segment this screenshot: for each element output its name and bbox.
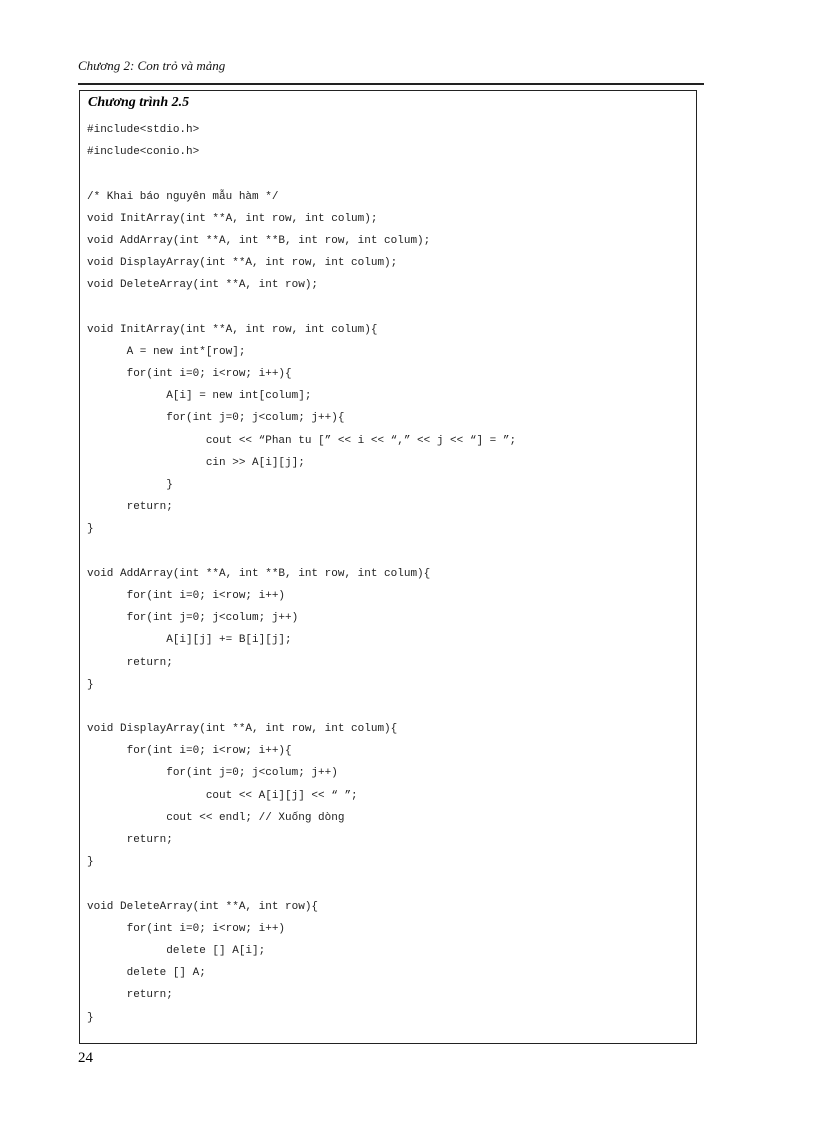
code-line: } bbox=[87, 856, 94, 869]
code-block bbox=[87, 119, 516, 1029]
code-line: for(int j=0; j<colum; j++){ bbox=[87, 412, 345, 425]
code-line: /* Khai báo nguyên mẫu hàm */ bbox=[87, 190, 279, 203]
code-line: for(int i=0; i<row; i++) bbox=[87, 589, 286, 602]
code-line: } bbox=[87, 479, 173, 491]
program-title: Chương trình 2.5 bbox=[88, 95, 190, 110]
code-line: return; bbox=[87, 834, 173, 846]
code-line: void DeleteArray(int **A, int row){ bbox=[87, 900, 319, 913]
code-line bbox=[87, 541, 516, 563]
code-line: A[i][j] += B[i][j]; bbox=[87, 634, 292, 647]
page-number: 24 bbox=[78, 1050, 93, 1066]
code-line: delete [] A; bbox=[87, 967, 206, 980]
header-rule bbox=[78, 83, 704, 85]
code-line bbox=[87, 297, 516, 319]
code-line: return; bbox=[87, 656, 173, 669]
code-line: void InitArray(int **A, int row, int colum){ bbox=[87, 323, 378, 336]
code-line: void AddArray(int **A, int **B, int row, int colum){ bbox=[87, 567, 431, 580]
code-line: void DeleteArray(int **A, int row); bbox=[87, 279, 319, 292]
code-line: #include<conio.h> bbox=[87, 146, 200, 159]
code-line: for(int i=0; i<row; i++){ bbox=[87, 368, 292, 381]
code-line: delete [] A[i]; bbox=[87, 944, 266, 957]
code-line: return; bbox=[87, 501, 173, 514]
code-line: } bbox=[87, 1011, 94, 1024]
code-line: for(int j=0; j<colum; j++) bbox=[87, 612, 299, 625]
code-line: for(int i=0; i<row; i++){ bbox=[87, 745, 292, 758]
code-line: cout << A[i][j] << “ ”; bbox=[87, 789, 358, 802]
code-line: void DisplayArray(int **A, int row, int colum){ bbox=[87, 723, 398, 736]
code-line bbox=[87, 163, 516, 185]
code-line bbox=[87, 696, 516, 718]
code-line: return; bbox=[87, 989, 173, 1002]
code-line: for(int i=0; i<row; i++) bbox=[87, 922, 286, 935]
code-line: void InitArray(int **A, int row, int colum); bbox=[87, 212, 378, 225]
code-line: cout << “Phan tu [” << i << “,” << j << “] = ”; bbox=[87, 434, 517, 447]
code-line: A[i] = new int[colum]; bbox=[87, 390, 312, 403]
program-box bbox=[79, 90, 697, 1044]
code-line: cout << endl; // Xuống dòng bbox=[87, 811, 345, 824]
chapter-header: Chương 2: Con trỏ và mảng bbox=[78, 58, 226, 73]
code-line: #include<stdio.h> bbox=[87, 124, 200, 136]
code-line: A = new int*[row]; bbox=[87, 345, 246, 358]
code-line: for(int j=0; j<colum; j++) bbox=[87, 767, 338, 780]
code-line: } bbox=[87, 678, 94, 691]
code-line: } bbox=[87, 523, 94, 536]
code-line: void AddArray(int **A, int **B, int row, int colum); bbox=[87, 234, 431, 247]
code-line bbox=[87, 873, 516, 895]
code-line: void DisplayArray(int **A, int row, int colum); bbox=[87, 257, 398, 270]
code-line: cin >> A[i][j]; bbox=[87, 456, 305, 469]
